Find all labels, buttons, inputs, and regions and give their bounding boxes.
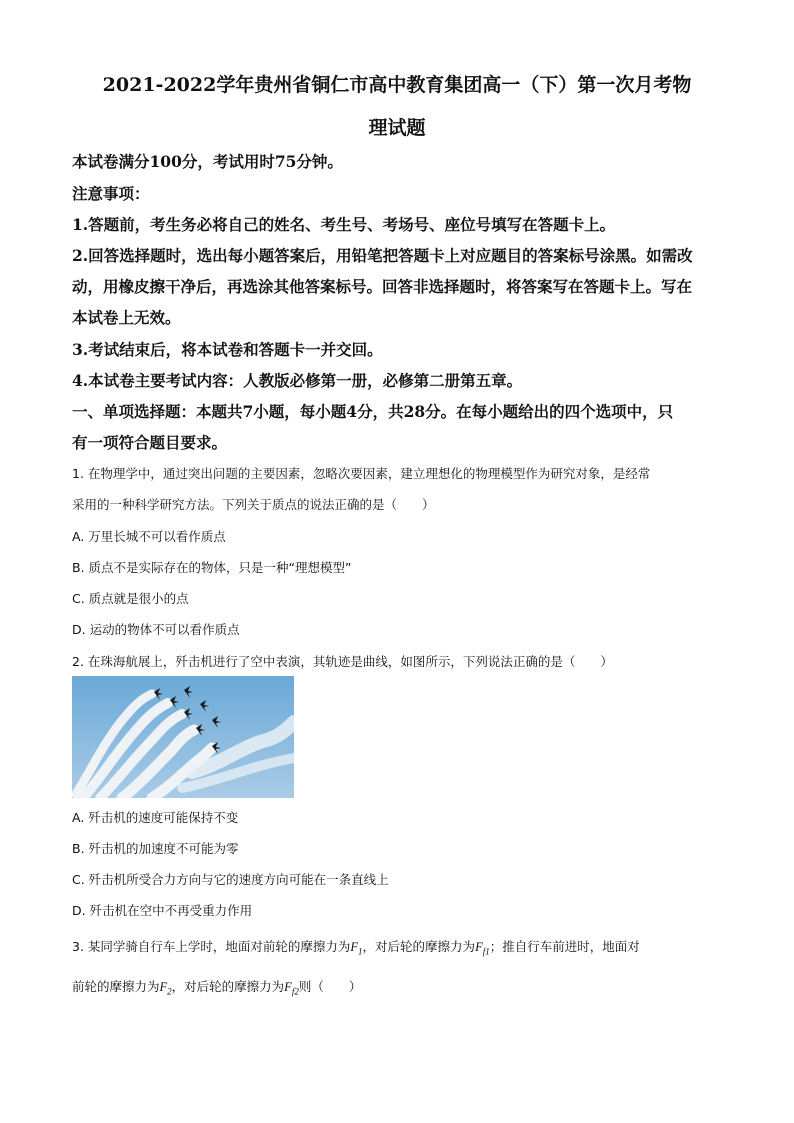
q3-stem-line-b bbox=[72, 977, 361, 997]
q3-text-part1: 3. 某同学骑自行车上学时，地面对前轮的摩擦力为 bbox=[72, 939, 351, 954]
symbol-Ff1: $F_{f1}$ bbox=[475, 940, 490, 957]
notes-heading: 注意事项： bbox=[72, 184, 150, 203]
q1-option-c: C. 质点就是很小的点 bbox=[72, 591, 189, 606]
q2-option-c: C. 歼击机所受合力方向与它的速度方向可能在一条直线上 bbox=[72, 872, 389, 887]
q2-option-b: B. 歼击机的加速度不可能为零 bbox=[72, 841, 239, 856]
q1-option-b: B. 质点不是实际存在的物体，只是一种“理想模型” bbox=[72, 560, 352, 575]
exam-title-line1: 2021-2022学年贵州省铜仁市高中教育集团高一（下）第一次月考物 bbox=[102, 74, 692, 96]
exam-title-line2: 理试题 bbox=[368, 117, 426, 139]
note-3: 3.考试结束后，将本试卷和答题卡一并交回。 bbox=[72, 340, 383, 359]
q3-text-part3: ；推自行车前进时，地面对 bbox=[489, 939, 640, 954]
q3-text-part4: 前轮的摩擦力为 bbox=[72, 979, 160, 994]
q1-option-a: A. 万里长城不可以看作质点 bbox=[72, 529, 226, 544]
q1-stem-line-b: 采用的一种科学研究方法。下列关于质点的说法正确的是（ ） bbox=[72, 497, 435, 512]
q2-stem: 2. 在珠海航展上，歼击机进行了空中表演，其轨迹是曲线，如图所示，下列说法正确的是（ ） bbox=[72, 654, 613, 669]
section1-heading-line-a: 一、单项选择题：本题共7小题，每小题4分，共28分。在每小题给出的四个选项中，只 bbox=[72, 402, 674, 421]
q2-option-a: A. 歼击机的速度可能保持不变 bbox=[72, 810, 239, 825]
symbol-F1: $F_1$ bbox=[350, 940, 363, 957]
q1-stem-line-a: 1. 在物理学中，通过突出问题的主要因素，忽略次要因素，建立理想化的物理模型作为研究对象，是经常 bbox=[72, 466, 651, 481]
q3-stem-line-a bbox=[72, 937, 640, 957]
full-score-text: 本试卷满分100分，考试用时75分钟。 bbox=[72, 152, 343, 171]
note-2-line-a: 2.回答选择题时，选出每小题答案后，用铅笔把答题卡上对应题目的答案标号涂黑。如需改 bbox=[72, 246, 693, 265]
q3-text-part5: ，对后轮的摩擦力为 bbox=[171, 979, 285, 994]
q2-option-d: D. 歼击机在空中不再受重力作用 bbox=[72, 903, 253, 918]
q1-option-d: D. 运动的物体不可以看作质点 bbox=[72, 622, 240, 637]
q3-text-part2: ，对后轮的摩擦力为 bbox=[362, 939, 476, 954]
section1-heading-line-b: 有一项符合题目要求。 bbox=[72, 433, 228, 452]
note-2-line-c: 本试卷上无效。 bbox=[72, 308, 181, 327]
symbol-F2: $F_2$ bbox=[159, 980, 172, 997]
symbol-Ff2: $F_{f2}$ bbox=[284, 980, 299, 997]
note-1: 1.答题前，考生务必将自己的姓名、考生号、考场号、座位号填写在答题卡上。 bbox=[72, 215, 616, 234]
q3-text-part6: 则（ ） bbox=[298, 979, 362, 994]
note-4: 4.本试卷主要考试内容：人教版必修第一册，必修第二册第五章。 bbox=[72, 371, 523, 390]
jet-formation-illustration bbox=[72, 676, 294, 798]
jet-formation-photo bbox=[72, 676, 294, 798]
note-2-line-b: 动，用橡皮擦干净后，再选涂其他答案标号。回答非选择题时，将答案写在答题卡上。写在 bbox=[72, 277, 693, 296]
